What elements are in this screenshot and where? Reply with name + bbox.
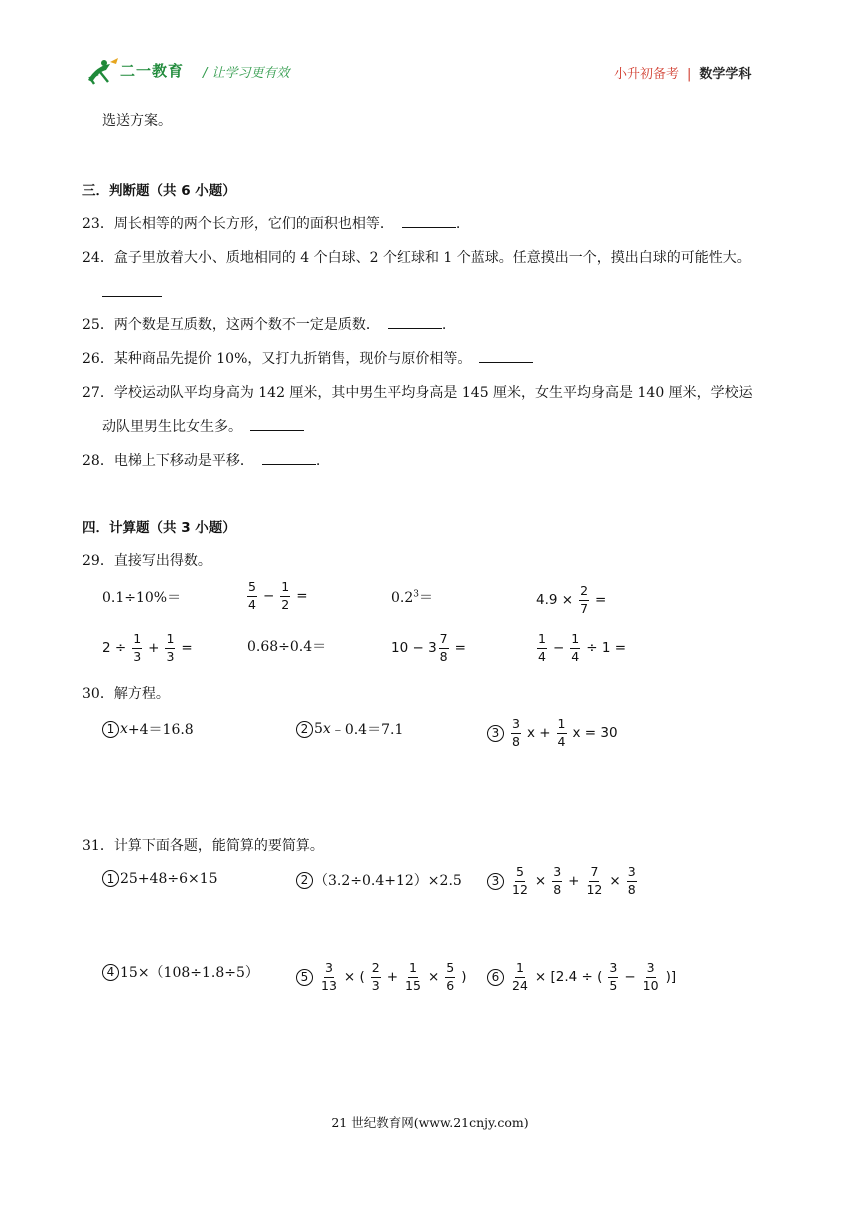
section-title-calculation: 四．计算题（共 3 小题）	[82, 520, 236, 536]
circled-number: 6	[487, 969, 504, 986]
question-29-title: 29．直接写出得数。	[82, 553, 212, 569]
question-27: 27．学校运动队平均身高为 142 厘米，其中男生平均身高是 145 厘米，女生平均身高是 140 厘米，学校运	[82, 385, 753, 401]
problem-3: 3 $\frac{5}{12}$ × $\frac{3}{8}$ + $\frac{7}{12}$ × $\frac{3}{8}$	[487, 866, 639, 896]
question-25: 25．两个数是互质数，这两个数不一定是质数． .	[82, 317, 447, 333]
logo-text: 二一教育	[120, 62, 185, 80]
calc-item-b: $\frac{5}{4}$ − $\frac{1}{2}$ =	[248, 579, 308, 612]
circled-number: 2	[296, 872, 313, 889]
answer-blank[interactable]	[102, 296, 162, 297]
equation-2: 2 5 x ﹣0.4＝7.1	[296, 719, 403, 739]
circled-number: 1	[102, 721, 119, 738]
problem-2: 2 （3.2÷0.4+12）×2.5	[296, 870, 462, 890]
slogan: / 让学习更有效	[203, 66, 290, 81]
question-31-title: 31．计算下面各题，能简算的要简算。	[82, 838, 324, 854]
equation-3: 3 $\frac{3}{8}$ x + $\frac{1}{4}$ x = 30	[487, 718, 618, 748]
header-grade: 小升初备考	[614, 67, 680, 82]
calc-item-g: 10 − 3 $\frac{7}{8}$ =	[391, 631, 466, 664]
equation-1: 1 x +4＝16.8	[102, 719, 194, 739]
answer-blank[interactable]	[250, 419, 304, 431]
continued-text: 选送方案。	[102, 113, 172, 129]
calc-item-c: $0.2^3=$	[391, 589, 433, 606]
circled-number: 1	[102, 870, 119, 887]
header-separator: |	[687, 67, 692, 82]
answer-blank[interactable]	[262, 453, 316, 465]
circled-number: 5	[296, 969, 313, 986]
calc-item-d: 4.9 × $\frac{2}{7}$ =	[536, 583, 607, 616]
question-28: 28．电梯上下移动是平移． .	[82, 453, 321, 469]
question-30-title: 30．解方程。	[82, 686, 170, 702]
header-subject: 数学学科	[699, 67, 752, 82]
question-23: 23．周长相等的两个长方形，它们的面积也相等． .	[82, 216, 461, 232]
circled-number: 3	[487, 873, 504, 890]
footer: 21 世纪教育网(www.21cnjy.com)	[331, 1115, 529, 1130]
answer-blank[interactable]	[402, 216, 456, 228]
header-right	[614, 63, 751, 82]
answer-blank[interactable]	[479, 351, 533, 363]
section-title-judgement: 三．判断题（共 6 小题）	[82, 183, 236, 199]
circled-number: 2	[296, 721, 313, 738]
answer-blank[interactable]	[388, 317, 442, 329]
problem-1: 1 25+48÷6×15	[102, 870, 218, 887]
circled-number: 4	[102, 964, 119, 981]
problem-4: 4 15×（108÷1.8÷5）	[102, 962, 259, 982]
circled-number: 3	[487, 725, 504, 742]
calc-item-e: 2 ÷ $\frac{1}{3}$ + $\frac{1}{3}$ =	[102, 631, 193, 664]
question-24: 24．盒子里放着大小、质地相同的 4 个白球、2 个红球和 1 个蓝球。任意摸出一个，摸出白球的可能性大。	[82, 250, 751, 266]
calc-item-a: 0.1÷10%＝	[102, 590, 182, 606]
calc-item-f: 0.68÷0.4＝	[247, 639, 327, 655]
question-26: 26．某种商品先提价 10%，又打九折销售，现价与原价相等。	[82, 348, 533, 368]
question-27-line2: 动队里男生比女生多。	[102, 416, 304, 436]
problem-5: 5 $\frac{3}{13}$ × ( $\frac{2}{3}$ + $\frac{1}{15}$ × $\frac{5}{6}$ )	[296, 962, 467, 992]
calc-item-h: $\frac{1}{4}$ − $\frac{1}{4}$ ÷ 1 =	[538, 631, 627, 664]
logo	[84, 56, 202, 86]
problem-6: 6 $\frac{1}{24}$ × [2.4 ÷ ( $\frac{3}{5}$ − $\frac{3}{10}$ )]	[487, 962, 676, 992]
runner-logo-icon	[84, 56, 120, 86]
